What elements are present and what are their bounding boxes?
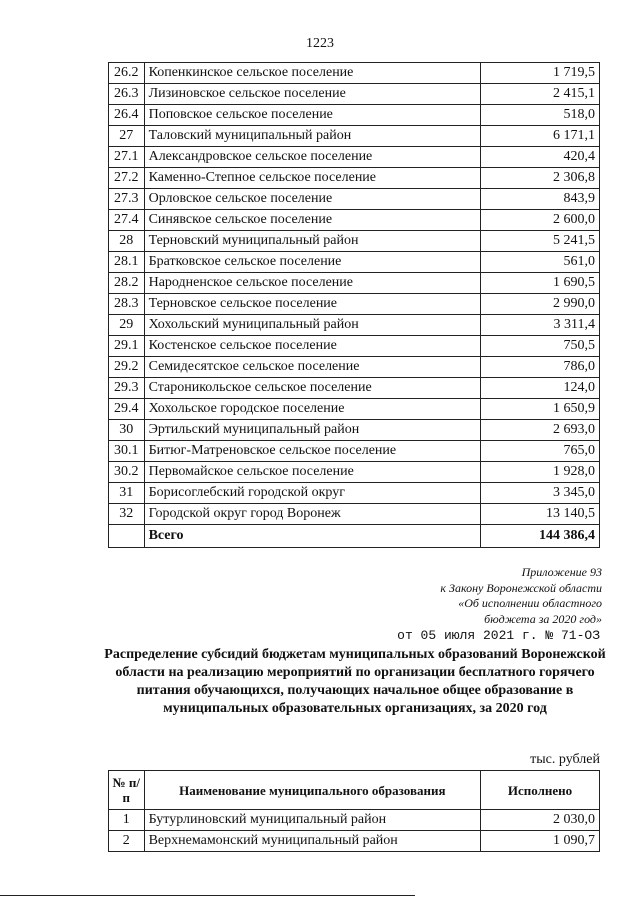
row-value: 2 030,0: [481, 810, 600, 831]
row-name: Эртильский муниципальный район: [144, 420, 480, 441]
row-value: 2 415,1: [481, 84, 600, 105]
row-value: 2 600,0: [481, 210, 600, 231]
row-number: 26.4: [109, 105, 145, 126]
table-row: [109, 336, 600, 357]
table-row: [109, 420, 600, 441]
table-row: [109, 810, 600, 831]
table-row: [109, 231, 600, 252]
row-name: Александровское сельское поселение: [144, 147, 480, 168]
row-number: 29.2: [109, 357, 145, 378]
appendix-note: [342, 565, 602, 627]
table-row: [109, 189, 600, 210]
row-name: Копенкинское сельское поселение: [144, 63, 480, 84]
table-row: [109, 378, 600, 399]
row-value: 1 090,7: [481, 831, 600, 852]
table-row: [109, 84, 600, 105]
row-number: 32: [109, 504, 145, 525]
table-row: [109, 105, 600, 126]
total-label: Всего: [144, 525, 480, 548]
table-row: [109, 504, 600, 525]
table-row: [109, 315, 600, 336]
table-row: [109, 441, 600, 462]
row-number: 27.1: [109, 147, 145, 168]
row-value: 6 171,1: [481, 126, 600, 147]
row-name: Городской округ город Воронеж: [144, 504, 480, 525]
header-name: Наименование муниципального образования: [144, 771, 480, 810]
row-value: 1 650,9: [481, 399, 600, 420]
total-row: [109, 525, 600, 548]
row-name: Поповское сельское поселение: [144, 105, 480, 126]
row-value: 420,4: [481, 147, 600, 168]
row-number: 27.4: [109, 210, 145, 231]
row-name: Семидесятское сельское поселение: [144, 357, 480, 378]
breakfast-subsidy-table: [108, 770, 600, 852]
row-value: 786,0: [481, 357, 600, 378]
row-number: 27.2: [109, 168, 145, 189]
row-name: Верхнемамонский муниципальный район: [144, 831, 480, 852]
allocation-table-body: [109, 63, 600, 525]
header-value: Исполнено: [481, 771, 600, 810]
units-label: тыс. рублей: [530, 752, 600, 767]
table-row: [109, 168, 600, 189]
row-number: 30: [109, 420, 145, 441]
appendix-law-title-1: «Об исполнении областного: [458, 596, 602, 610]
row-name: Костенское сельское поселение: [144, 336, 480, 357]
row-number: 30.1: [109, 441, 145, 462]
row-number: 29.1: [109, 336, 145, 357]
document-title: Распределение субсидий бюджетам муниципальных образований Воронежской области на реализацию мероприятий по организации бесплатного горячего питания обучающихся, получающих начальное общее образование в муниципальных образовательных организациях, за 2020 год: [104, 647, 606, 716]
row-name: Орловское сельское поселение: [144, 189, 480, 210]
table-row: [109, 252, 600, 273]
law-date-stamp: от 05 июля 2021 г. № 71-ОЗ: [397, 628, 600, 643]
table-row: [109, 273, 600, 294]
header-num: № п/п: [109, 771, 145, 810]
row-value: 2 990,0: [481, 294, 600, 315]
row-name: Таловский муниципальный район: [144, 126, 480, 147]
footer-divider: [0, 895, 415, 896]
row-value: 750,5: [481, 336, 600, 357]
total-num-cell: [109, 525, 145, 548]
row-name: Терновское сельское поселение: [144, 294, 480, 315]
row-number: 29.4: [109, 399, 145, 420]
row-name: Борисоглебский городской округ: [144, 483, 480, 504]
row-name: Братковское сельское поселение: [144, 252, 480, 273]
row-value: 124,0: [481, 378, 600, 399]
row-name: Бутурлиновский муниципальный район: [144, 810, 480, 831]
row-number: 31: [109, 483, 145, 504]
row-name: Первомайское сельское поселение: [144, 462, 480, 483]
row-name: Каменно-Степное сельское поселение: [144, 168, 480, 189]
row-value: 13 140,5: [481, 504, 600, 525]
row-number: 28: [109, 231, 145, 252]
table-row: [109, 831, 600, 852]
row-number: 27.3: [109, 189, 145, 210]
header-row: [109, 771, 600, 810]
table-row: [109, 126, 600, 147]
row-value: 843,9: [481, 189, 600, 210]
table-row: [109, 210, 600, 231]
row-value: 765,0: [481, 441, 600, 462]
row-name: Лизиновское сельское поселение: [144, 84, 480, 105]
row-value: 1 928,0: [481, 462, 600, 483]
row-number: 29: [109, 315, 145, 336]
table-row: [109, 357, 600, 378]
row-name: Синявское сельское поселение: [144, 210, 480, 231]
row-number: 26.2: [109, 63, 145, 84]
row-value: 561,0: [481, 252, 600, 273]
row-number: 28.1: [109, 252, 145, 273]
table-row: [109, 63, 600, 84]
page-number: 1223: [306, 36, 334, 51]
row-value: 5 241,5: [481, 231, 600, 252]
appendix-number: Приложение 93: [521, 565, 602, 579]
row-value: 1 719,5: [481, 63, 600, 84]
row-name: Битюг-Матреновское сельское поселение: [144, 441, 480, 462]
table-row: [109, 147, 600, 168]
table-row: [109, 483, 600, 504]
row-number: 29.3: [109, 378, 145, 399]
row-value: 3 311,4: [481, 315, 600, 336]
table-row: [109, 462, 600, 483]
row-number: 26.3: [109, 84, 145, 105]
row-number: 28.3: [109, 294, 145, 315]
row-value: 518,0: [481, 105, 600, 126]
total-value: 144 386,4: [481, 525, 600, 548]
row-number: 30.2: [109, 462, 145, 483]
row-value: 1 690,5: [481, 273, 600, 294]
appendix-law-ref: к Закону Воронежской области: [440, 580, 602, 595]
table-row: [109, 399, 600, 420]
row-name: Староникольское сельское поселение: [144, 378, 480, 399]
allocation-table-continued: [108, 62, 600, 548]
row-number: 28.2: [109, 273, 145, 294]
row-name: Хохольский муниципальный район: [144, 315, 480, 336]
row-value: 2 693,0: [481, 420, 600, 441]
row-value: 3 345,0: [481, 483, 600, 504]
table-row: [109, 294, 600, 315]
row-number: 2: [109, 831, 145, 852]
row-number: 1: [109, 810, 145, 831]
row-name: Хохольское городское поселение: [144, 399, 480, 420]
row-value: 2 306,8: [481, 168, 600, 189]
row-name: Народненское сельское поселение: [144, 273, 480, 294]
appendix-law-title-2: бюджета за 2020 год»: [484, 611, 602, 626]
row-number: 27: [109, 126, 145, 147]
breakfast-subsidy-body: [109, 810, 600, 852]
row-name: Терновский муниципальный район: [144, 231, 480, 252]
